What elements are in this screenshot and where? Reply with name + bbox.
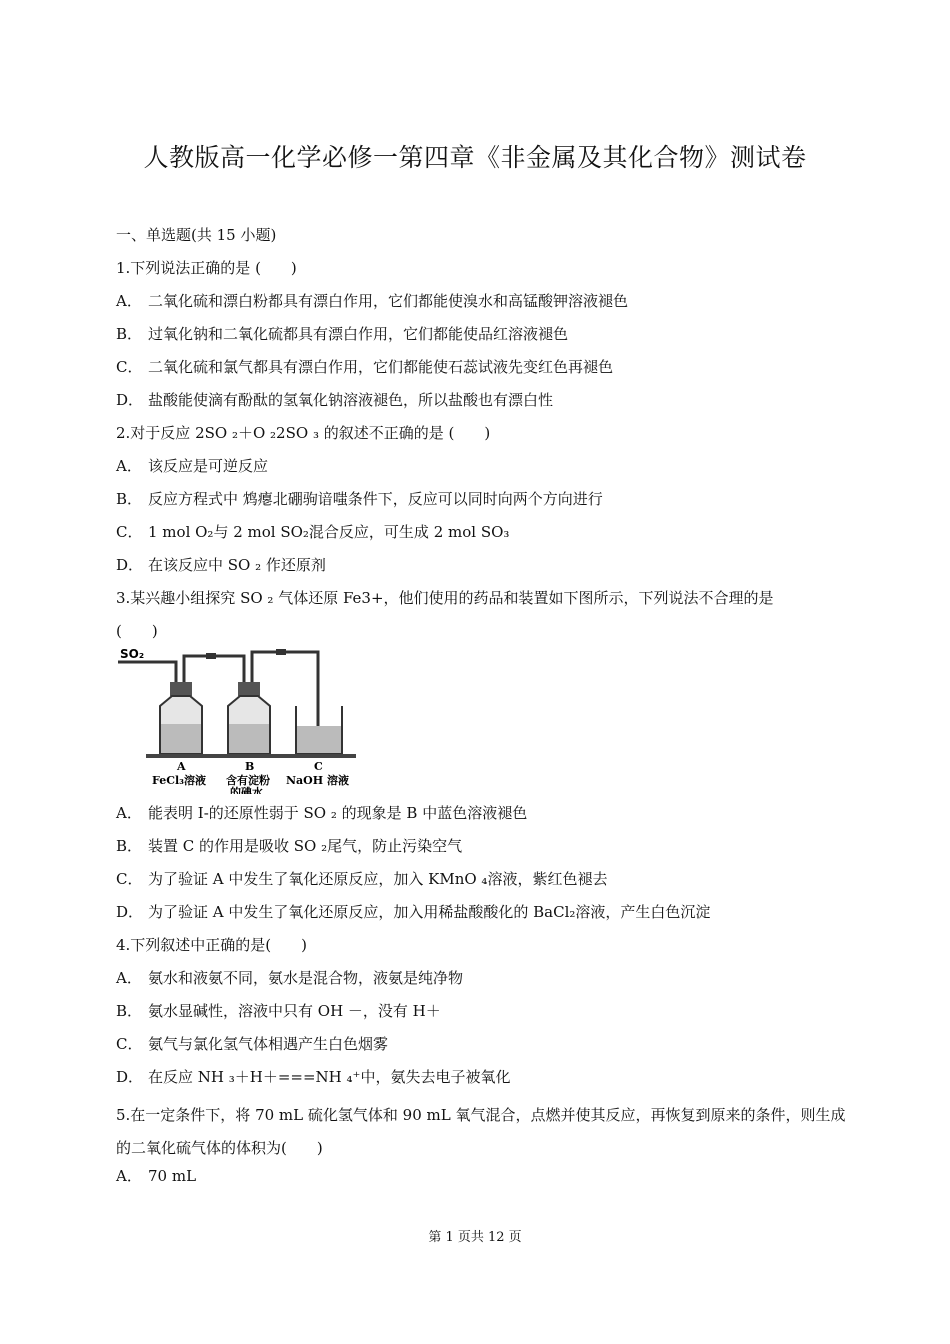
option-text: 二氧化硫和氯气都具有漂白作用，它们都能使石蕊试液先变红色再褪色 bbox=[148, 358, 614, 376]
option-text: 反应方程式中 鸩瘪北硼驹谙嗤条件下，反应可以同时向两个方向进行 bbox=[148, 490, 603, 508]
option-text: 氨水显碱性，溶液中只有 OH －，没有 H＋ bbox=[148, 1002, 441, 1020]
option-text: 在该反应中 SO ₂ 作还原剂 bbox=[148, 556, 326, 574]
option-text: 氨水和液氨不同，氨水是混合物，液氨是纯净物 bbox=[148, 969, 464, 987]
bench-base bbox=[146, 754, 356, 758]
label-a-letter: A bbox=[177, 760, 186, 773]
option-text: 二氧化硫和漂白粉都具有漂白作用，它们都能使溴水和高锰酸钾溶液褪色 bbox=[148, 292, 629, 310]
option-letter: B． bbox=[116, 325, 143, 343]
beaker-c-liquid bbox=[297, 726, 341, 753]
q4-option-a bbox=[116, 967, 856, 1000]
option-text: 为了验证 A 中发生了氧化还原反应，加入用稀盐酸酸化的 BaCl₂溶液，产生白色沉淀 bbox=[148, 903, 711, 921]
q5-stem: 5.在一定条件下，将 70 mL 硫化氢气体和 90 mL 氧气混合，点燃并使其反应，再恢复到原来的条件，则生成的二氧化硫气体的体积为( ) bbox=[116, 1106, 846, 1157]
option-text: 70 mL bbox=[148, 1167, 197, 1185]
gas-label: SO₂ bbox=[120, 647, 145, 661]
label-c-text: NaOH 溶液 bbox=[286, 774, 349, 787]
option-letter: C． bbox=[116, 523, 143, 541]
option-text: 为了验证 A 中发生了氧化还原反应，加入 KMnO ₄溶液，紫红色褪去 bbox=[148, 870, 608, 888]
q3-option-d bbox=[116, 901, 856, 934]
option-letter: D． bbox=[116, 391, 144, 409]
q3-stem: 3.某兴趣小组探究 SO ₂ 气体还原 Fe3+，他们使用的药品和装置如下图所示，下列说法不合理的是 bbox=[116, 589, 774, 607]
option-letter: B． bbox=[116, 490, 143, 508]
q3-option-a bbox=[116, 802, 856, 835]
label-a-text: FeCl₃溶液 bbox=[152, 774, 206, 787]
option-text: 该反应是可逆反应 bbox=[148, 457, 269, 475]
q1-option-d bbox=[116, 389, 856, 422]
q4-option-d bbox=[116, 1066, 856, 1099]
q3-option-c bbox=[116, 868, 856, 901]
option-letter: C． bbox=[116, 1035, 143, 1053]
page-title: 人教版高一化学必修一第四章《非金属及其化合物》测试卷 bbox=[143, 143, 807, 172]
q4-option-c bbox=[116, 1033, 856, 1066]
option-letter: D． bbox=[116, 903, 144, 921]
inlet-tube bbox=[118, 662, 176, 696]
option-text: 过氧化钠和二氧化硫都具有漂白作用，它们都能使品红溶液褪色 bbox=[148, 325, 569, 343]
page-footer: 第 1 页共 12 页 bbox=[428, 1230, 522, 1245]
question-list bbox=[116, 224, 856, 1198]
option-letter: A． bbox=[116, 969, 142, 987]
option-text: 盐酸能使滴有酚酞的氢氧化钠溶液褪色，所以盐酸也有漂白性 bbox=[148, 391, 554, 409]
option-letter: A． bbox=[116, 292, 142, 310]
connector bbox=[276, 649, 286, 655]
label-c-letter: C bbox=[314, 760, 323, 773]
bottle-b bbox=[228, 682, 270, 754]
q5-option-a bbox=[116, 1165, 856, 1198]
option-text: 装置 C 的作用是吸收 SO ₂尾气，防止污染空气 bbox=[148, 837, 463, 855]
q2-stem: 2.对于反应 2SO ₂＋O ₂2SO ₃ 的叙述不正确的是 ( ) bbox=[116, 424, 491, 442]
apparatus-diagram bbox=[116, 644, 366, 794]
q3-option-b bbox=[116, 835, 856, 868]
option-text: 能表明 I-的还原性弱于 SO ₂ 的现象是 B 中蓝色溶液褪色 bbox=[148, 804, 528, 822]
q2-option-d bbox=[116, 554, 856, 587]
bottle-a-stopper bbox=[170, 682, 192, 696]
q4-option-b bbox=[116, 1000, 856, 1033]
apparatus-figure bbox=[116, 644, 366, 794]
option-letter: C． bbox=[116, 358, 143, 376]
bottle-a bbox=[160, 682, 202, 754]
q1-option-b bbox=[116, 323, 856, 356]
label-b-letter: B bbox=[245, 760, 255, 773]
option-letter: A． bbox=[116, 1167, 142, 1185]
bottle-a-liquid bbox=[161, 724, 201, 753]
tube-a-b bbox=[184, 656, 244, 696]
option-letter: C． bbox=[116, 870, 143, 888]
label-b-text1: 含有淀粉 bbox=[226, 774, 270, 787]
section-header: 一、单选题(共 15 小题) bbox=[116, 226, 277, 244]
label-b-text2: 的碘水 bbox=[230, 786, 263, 794]
option-letter: D． bbox=[116, 1068, 144, 1086]
option-text: 在反应 NH ₃＋H＋===NH ₄⁺中，氨失去电子被氧化 bbox=[148, 1068, 511, 1086]
q2-option-b bbox=[116, 488, 856, 521]
q4-stem: 4.下列叙述中正确的是( ) bbox=[116, 936, 308, 954]
q3-stem-cont: ( ) bbox=[116, 622, 158, 640]
q2-option-c bbox=[116, 521, 856, 554]
option-letter: D． bbox=[116, 556, 144, 574]
option-text: 1 mol O₂与 2 mol SO₂混合反应，可生成 2 mol SO₃ bbox=[148, 523, 510, 541]
q1-option-a bbox=[116, 290, 856, 323]
option-letter: A． bbox=[116, 457, 142, 475]
option-letter: A． bbox=[116, 804, 142, 822]
q1-stem: 1.下列说法正确的是 ( ) bbox=[116, 259, 297, 277]
option-letter: B． bbox=[116, 1002, 143, 1020]
bottle-b-liquid bbox=[229, 724, 269, 753]
q1-option-c bbox=[116, 356, 856, 389]
option-letter: B． bbox=[116, 837, 143, 855]
connector bbox=[206, 653, 216, 659]
bottle-b-stopper bbox=[238, 682, 260, 696]
q2-option-a bbox=[116, 455, 856, 488]
option-text: 氨气与氯化氢气体相遇产生白色烟雾 bbox=[148, 1035, 389, 1053]
